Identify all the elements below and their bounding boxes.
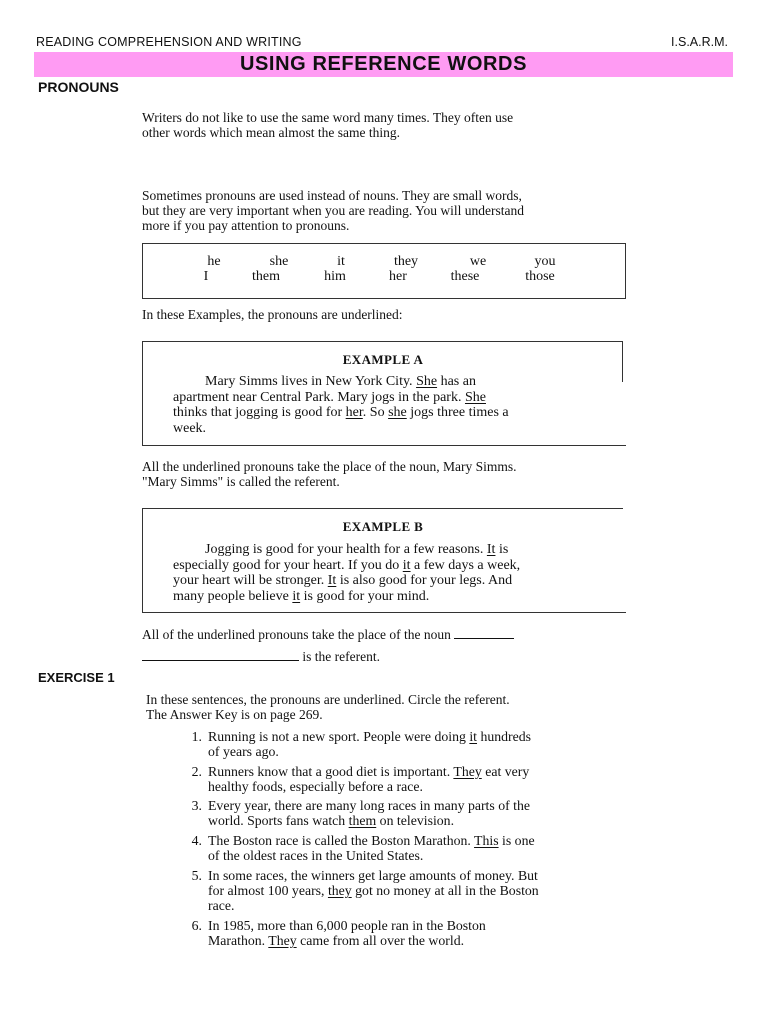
text: race. (208, 898, 235, 913)
text: In some races, the winners get large amounts of money. But (208, 868, 538, 883)
underlined-pronoun: They (453, 764, 482, 779)
pronoun: he (207, 254, 221, 269)
intro-paragraph-1 (142, 110, 627, 140)
underlined-pronoun: it (469, 729, 478, 744)
underlined-pronoun: This (474, 833, 499, 848)
text-line: but they are very important when you are reading. You will understand (142, 203, 525, 218)
text: Jogging is good for your health for a few reasons. (205, 542, 487, 557)
text: many people believe (173, 588, 293, 604)
underlined-pronoun: It (486, 542, 496, 557)
underlined-pronoun: They (268, 933, 297, 948)
text-line: In these sentences, the pronouns are underlined. Circle the referent. (146, 692, 510, 707)
example-a-title: EXAMPLE A (342, 352, 424, 367)
underlined-pronoun: she (388, 405, 407, 420)
intro-paragraph-2 (142, 188, 627, 233)
institution-name: I.S.A.R.M. (671, 35, 728, 49)
title-band (34, 52, 733, 77)
examples-intro: In these Examples, the pronouns are underlined: (142, 307, 403, 322)
text: Runners know that a good diet is important. (208, 764, 454, 779)
example-b-box (142, 508, 623, 613)
text: The Boston race is called the Boston Marathon. (208, 833, 475, 848)
text: eat very (481, 764, 530, 779)
after-example-a (142, 459, 627, 489)
text: In 1985, more than 6,000 people ran in the Boston (208, 918, 486, 933)
text-line: other words which mean almost the same thing. (142, 125, 400, 140)
text: Running is not a new sport. People were doing (208, 729, 470, 744)
text: for almost 100 years, (208, 883, 328, 898)
pronoun: she (269, 254, 289, 269)
underlined-pronoun: her (345, 405, 363, 420)
answer-blank[interactable] (454, 628, 514, 639)
underlined-pronoun: it (402, 557, 411, 573)
underlined-pronoun: It (327, 573, 337, 588)
text: . So (362, 405, 389, 420)
pronoun: him (324, 269, 346, 284)
pronoun: those (525, 269, 555, 284)
text: world. Sports fans watch (208, 813, 349, 828)
text: All of the underlined pronouns take the place of the noun (142, 627, 455, 642)
text-line: Sometimes pronouns are used instead of nouns. They are small words, (142, 188, 522, 203)
pronoun: her (389, 269, 407, 284)
text-line: more if you pay attention to pronouns. (142, 218, 350, 233)
item-number: 4. (191, 833, 202, 848)
text: Marathon. (208, 933, 269, 948)
box-edge (143, 612, 626, 613)
box-edge (143, 445, 626, 446)
underlined-pronoun: She (416, 374, 438, 389)
text: Mary Simms lives in New York City. (205, 374, 417, 389)
text: is one (498, 833, 535, 848)
text-line: "Mary Simms" is called the referent. (142, 474, 340, 489)
text: of years ago. (208, 744, 279, 759)
text: Every year, there are many long races in many parts of the (208, 798, 531, 813)
text: came from all over the world. (296, 933, 465, 948)
text: your heart will be stronger. (173, 573, 328, 588)
underlined-pronoun: She (464, 389, 486, 405)
example-a-box (142, 341, 623, 446)
text: thinks that jogging is good for (173, 405, 346, 420)
text: especially good for your heart. If you do (173, 557, 403, 573)
pronoun: them (252, 269, 280, 284)
text-line: The Answer Key is on page 269. (146, 707, 323, 722)
answer-blank[interactable] (142, 650, 299, 661)
pronoun: you (534, 254, 556, 269)
underlined-pronoun: them (348, 813, 377, 828)
exercise-intro (146, 692, 626, 722)
item-number: 2. (191, 764, 202, 779)
example-b-title: EXAMPLE B (342, 519, 424, 534)
example-b-text (173, 542, 595, 604)
pronoun: we (469, 254, 487, 269)
section-heading-exercise: EXERCISE 1 (38, 670, 115, 685)
page-title: USING REFERENCE WORDS (239, 53, 528, 75)
text: on television. (376, 813, 455, 828)
text: of the oldest races in the United States. (208, 848, 424, 863)
text-line: Writers do not like to use the same word many times. They often use (142, 110, 514, 125)
item-number: 5. (191, 868, 202, 883)
text: hundreds (477, 729, 532, 744)
item-number: 6. (191, 918, 202, 933)
text: healthy foods, especially before a race. (208, 779, 423, 794)
underlined-pronoun: they (327, 883, 352, 898)
pronoun: I (203, 269, 209, 284)
text: apartment near Central Park. Mary jogs in the park. (173, 389, 465, 405)
item-number: 1. (191, 729, 202, 744)
example-a-text (173, 374, 595, 436)
text: is (495, 542, 509, 557)
pronoun: these (450, 269, 480, 284)
text: is also good for your legs. And (336, 573, 513, 588)
course-name: READING COMPREHENSION AND WRITING (36, 35, 302, 49)
text: jogs three times a (406, 405, 509, 420)
text: is the referent. (299, 649, 380, 664)
text: got no money at all in the Boston (351, 883, 539, 898)
text-line: All the underlined pronouns take the place of the noun, Mary Simms. (142, 459, 517, 474)
pronoun: they (393, 254, 419, 269)
section-heading-pronouns: PRONOUNS (38, 79, 119, 95)
pronoun: it (337, 254, 345, 269)
text: has an (437, 374, 476, 389)
underlined-pronoun: it (292, 588, 301, 604)
text: a few days a week, (410, 557, 521, 573)
text: is good for your mind. (300, 588, 430, 604)
after-example-b (142, 624, 627, 668)
item-number: 3. (191, 798, 202, 813)
pronoun-box (142, 243, 626, 299)
text: week. (173, 420, 207, 436)
